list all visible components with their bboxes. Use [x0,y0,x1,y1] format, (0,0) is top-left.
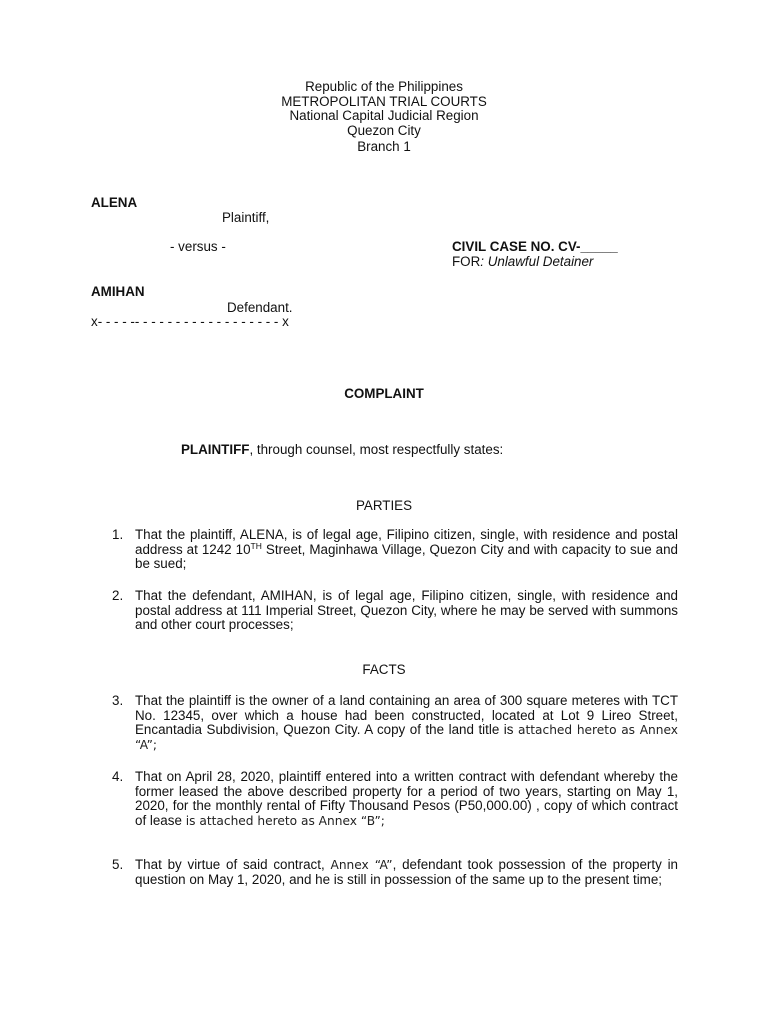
item-text: That the plaintiff is the owner of a land containing an area of 300 square meteres with TCT No. 12345, over which a house had been constructed, located at Lot 9 Lireo Street, Encantadia Subdivision, Quezon City. A copy of the land title is [135,693,678,738]
for-value: : Unlawful Detainer [480,254,594,269]
section-heading-facts: FACTS [362,662,406,677]
defendant-role: Defendant. [227,300,293,315]
item-text: That the plaintiff, ALENA, is of legal age, Filipino citizen, single, with residence and postal address at 1242 10 [135,527,678,557]
item-superscript: TH [250,540,262,551]
case-number: CIVIL CASE NO. CV-_____ [452,239,618,254]
list-item-4 [135,770,678,828]
header-court: METROPOLITAN TRIAL COURTS [281,94,487,109]
annex-reference: is attached hereto as Annex “B”; [181,813,385,828]
for-label: FOR [452,254,481,269]
caption-separator: x- - - - -- - - - - - - - - - - - - - - - - - x [91,314,289,329]
item-text: , defendant took possession of the property in question on May 1, 2020, and he is still in possession of the same up to the present time; [135,857,679,887]
header-republic: Republic of the Philippines [305,79,463,94]
list-item-5 [135,858,678,887]
item-number: 5. [112,857,124,872]
header-city: Quezon City [347,123,421,138]
list-item-1 [135,528,678,572]
item-number: 3. [112,693,124,708]
item-text: That the defendant, AMIHAN, is of legal age, Filipino citizen, single, with residence and postal address at 111 Imperial Street, Quezon City, where he may be served with summons and other court processes; [135,588,678,633]
section-heading-parties: PARTIES [355,498,413,513]
item-number: 2. [112,588,124,603]
item-number: 4. [112,769,124,784]
plaintiff-name: ALENA [91,195,138,210]
case-nature [452,255,593,270]
header-branch: Branch 1 [357,139,411,154]
intro-text: , through counsel, most respectfully states: [249,442,504,457]
intro-party: PLAINTIFF [181,442,250,457]
document-title: COMPLAINT [344,386,424,401]
item-number: 1. [112,527,124,542]
list-item-3 [135,694,678,752]
header-region: National Capital Judicial Region [289,108,479,123]
item-text: That on April 28, 2020, plaintiff entered into a written contract with defendant whereby the former leased the above described property for a period of two years, starting on May 1, 2020, for the monthly rental of Fifty Thousand Pesos (P50,000.00) , copy of which contract of lease [135,769,678,828]
item-text: That by virtue of said contract, [135,857,331,872]
plaintiff-role: Plaintiff, [222,210,270,225]
list-item-2 [135,589,678,633]
versus-label: - versus - [170,239,226,254]
defendant-name: AMIHAN [91,284,145,299]
annex-reference: Annex “A” [330,858,393,872]
intro-paragraph [181,443,503,458]
annex-reference: attached hereto as Annex “A”; [135,723,678,752]
item-text: Street, Maginhawa Village, Quezon City and with capacity to sue and be sued; [135,541,678,572]
